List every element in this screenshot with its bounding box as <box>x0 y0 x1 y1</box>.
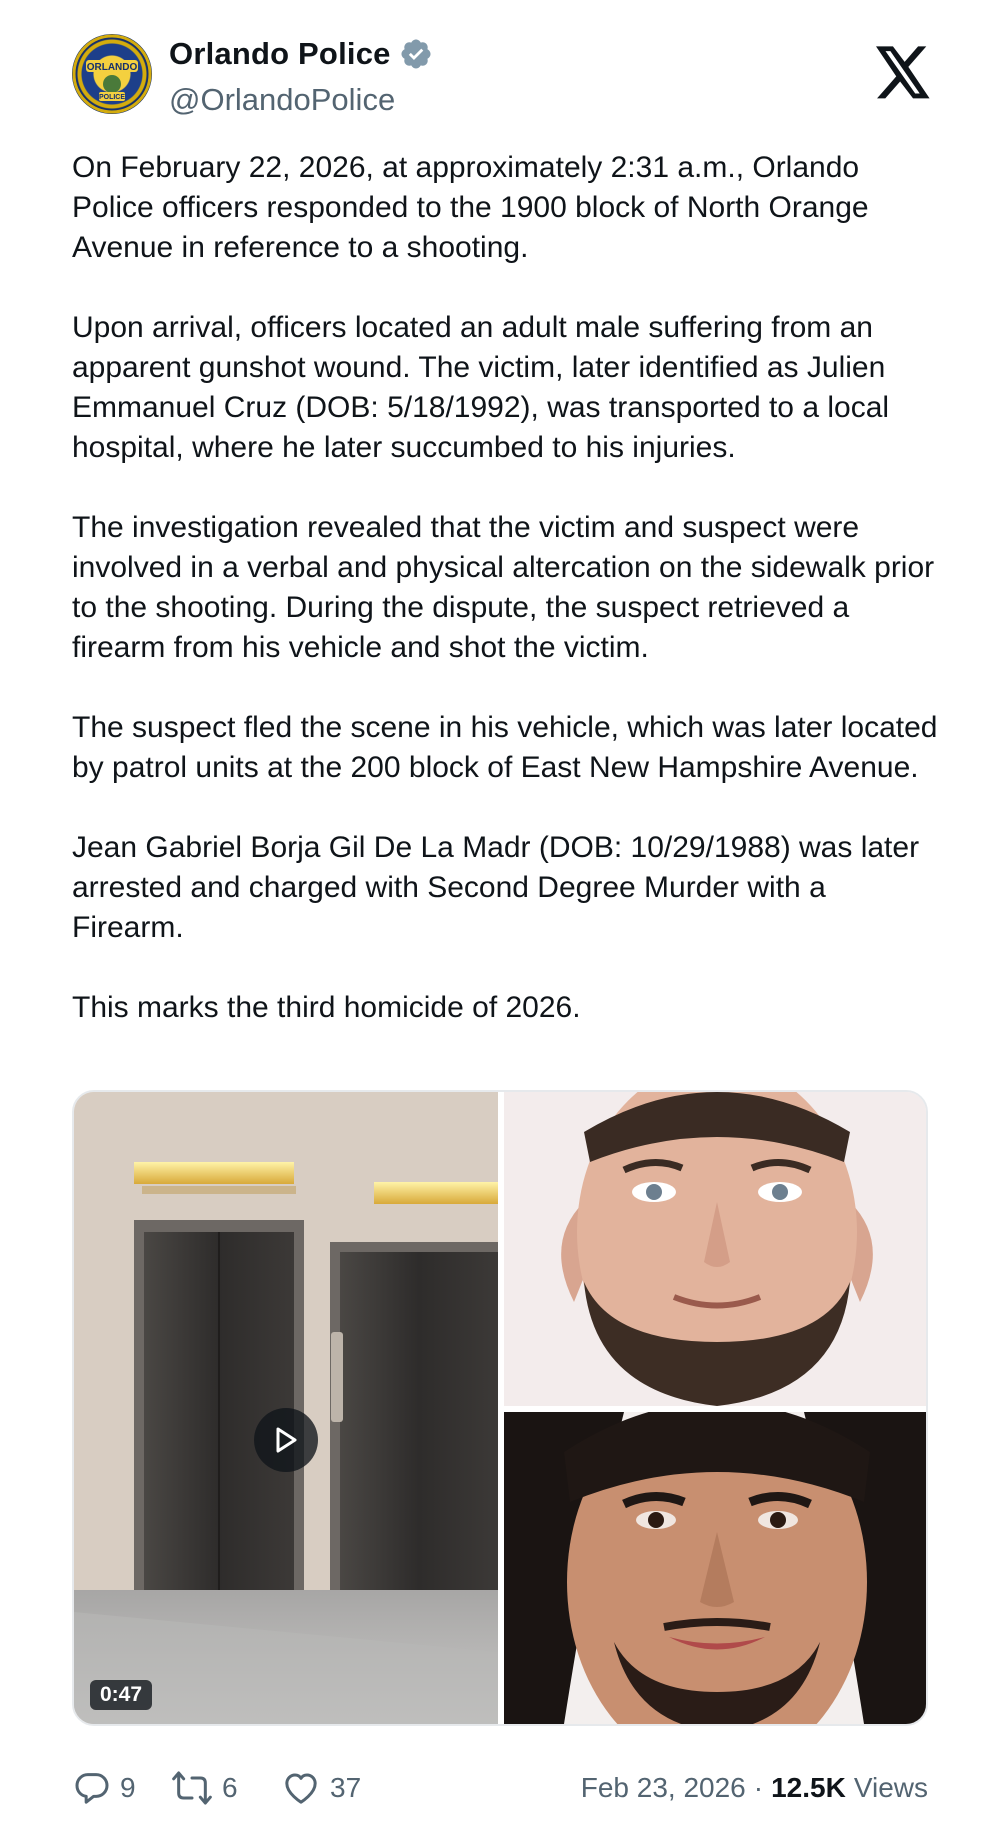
verified-badge-icon <box>399 37 433 71</box>
post-text <box>72 148 940 1028</box>
post-paragraph: Upon arrival, officers located an adult male suffering from an apparent gunshot wound. The victim, later identified as Julien Emmanuel Cruz (DOB: 5/18/1992), was transported to a local hospital, where he later succumbed to his injuries. <box>72 311 890 464</box>
like-count: 37 <box>330 1772 362 1803</box>
portrait-photo-2 <box>504 1412 928 1724</box>
x-logo-icon[interactable] <box>874 46 932 100</box>
post-paragraph: This marks the third homicide of 2026. <box>72 991 581 1024</box>
video-tile[interactable] <box>74 1092 498 1724</box>
photo-tile-top[interactable] <box>504 1092 928 1406</box>
like-action[interactable] <box>280 1768 361 1808</box>
views-label: Views <box>853 1772 928 1803</box>
avatar-text-top: ORLANDO <box>86 62 138 73</box>
reply-action[interactable] <box>72 1768 136 1808</box>
post-header <box>72 34 932 124</box>
post-paragraph: The investigation revealed that the victim and suspect were involved in a verbal and physical altercation on the sidewalk prior to the shooting. During the dispute, the suspect retrieved a firearm from his vehicle and shot the victim. <box>72 511 935 664</box>
account-handle[interactable]: @OrlandoPolice <box>169 82 396 117</box>
avatar[interactable] <box>72 34 152 114</box>
media-grid <box>72 1090 928 1726</box>
post-paragraph: The suspect fled the scene in his vehicle, which was later located by patrol units at the 200 block of East New Hampshire Avenue. <box>72 711 938 784</box>
post-meta <box>581 1772 928 1804</box>
like-icon <box>280 1768 322 1808</box>
reply-icon <box>72 1768 112 1808</box>
post-footer <box>72 1768 928 1808</box>
play-button[interactable] <box>254 1408 318 1472</box>
post-paragraph: Jean Gabriel Borja Gil De La Madr (DOB: 10/29/1988) was later arrested and charged with Second Degree Murder with a Firearm. <box>72 831 920 944</box>
repost-icon <box>170 1768 214 1808</box>
meta-separator: · <box>753 1772 764 1803</box>
portrait-photo-1 <box>504 1092 928 1406</box>
views-count: 12.5K <box>771 1772 846 1803</box>
post-date[interactable]: Feb 23, 2026 <box>580 1772 746 1803</box>
police-seal-icon <box>72 34 152 114</box>
avatar-text-bottom: POLICE <box>98 94 126 101</box>
display-name[interactable]: Orlando Police <box>169 36 391 71</box>
photo-tile-bottom[interactable] <box>504 1412 928 1724</box>
video-duration: 0:47 <box>90 1680 152 1710</box>
repost-count: 6 <box>222 1772 238 1803</box>
repost-action[interactable] <box>170 1768 238 1808</box>
play-icon <box>273 1426 299 1454</box>
reply-count: 9 <box>120 1772 136 1803</box>
name-row <box>169 36 433 72</box>
post-paragraph: On February 22, 2026, at approximately 2:31 a.m., Orlando Police officers responded to the 1900 block of North Orange Avenue in reference to a shooting. <box>72 151 869 264</box>
